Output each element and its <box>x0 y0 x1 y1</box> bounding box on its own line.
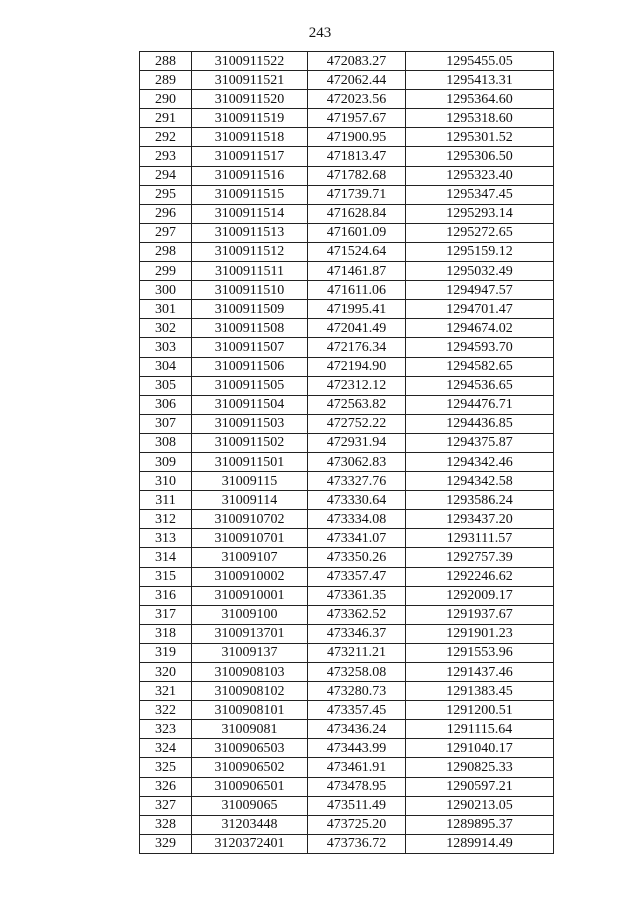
row-number-cell: 297 <box>140 223 192 242</box>
y-coordinate-cell: 1295323.40 <box>406 166 554 185</box>
table-row <box>140 414 554 433</box>
row-number-cell: 328 <box>140 815 192 834</box>
table-row <box>140 262 554 281</box>
point-id-cell: 3100911510 <box>192 281 308 300</box>
point-id-cell: 3100911519 <box>192 109 308 128</box>
y-coordinate-cell: 1293111.57 <box>406 529 554 548</box>
row-number-cell: 307 <box>140 414 192 433</box>
table-row <box>140 491 554 510</box>
row-number-cell: 315 <box>140 567 192 586</box>
point-id-cell: 3100911522 <box>192 52 308 71</box>
point-id-cell: 3100911511 <box>192 262 308 281</box>
point-id-cell: 3100911506 <box>192 357 308 376</box>
y-coordinate-cell: 1293586.24 <box>406 491 554 510</box>
table-row <box>140 109 554 128</box>
point-id-cell: 3100908102 <box>192 682 308 701</box>
point-id-cell: 3100908101 <box>192 701 308 720</box>
y-coordinate-cell: 1295272.65 <box>406 223 554 242</box>
y-coordinate-cell: 1295455.05 <box>406 52 554 71</box>
x-coordinate-cell: 473725.20 <box>308 815 406 834</box>
y-coordinate-cell: 1294674.02 <box>406 319 554 338</box>
y-coordinate-cell: 1291937.67 <box>406 605 554 624</box>
table-row <box>140 452 554 471</box>
row-number-cell: 300 <box>140 281 192 300</box>
y-coordinate-cell: 1295413.31 <box>406 71 554 90</box>
y-coordinate-cell: 1295032.49 <box>406 262 554 281</box>
table-row <box>140 643 554 662</box>
x-coordinate-cell: 471995.41 <box>308 300 406 319</box>
row-number-cell: 325 <box>140 758 192 777</box>
y-coordinate-cell: 1294375.87 <box>406 433 554 452</box>
coordinates-table <box>139 51 554 854</box>
coordinates-table-body <box>140 52 554 854</box>
x-coordinate-cell: 473258.08 <box>308 663 406 682</box>
point-id-cell: 3100911518 <box>192 128 308 147</box>
row-number-cell: 296 <box>140 204 192 223</box>
table-row <box>140 567 554 586</box>
table-row <box>140 90 554 109</box>
x-coordinate-cell: 473436.24 <box>308 720 406 739</box>
point-id-cell: 3100911516 <box>192 166 308 185</box>
table-row <box>140 223 554 242</box>
table-row <box>140 128 554 147</box>
x-coordinate-cell: 472041.49 <box>308 319 406 338</box>
y-coordinate-cell: 1289914.49 <box>406 834 554 853</box>
y-coordinate-cell: 1294436.85 <box>406 414 554 433</box>
y-coordinate-cell: 1294947.57 <box>406 281 554 300</box>
row-number-cell: 292 <box>140 128 192 147</box>
point-id-cell: 3100908103 <box>192 663 308 682</box>
point-id-cell: 3100911515 <box>192 185 308 204</box>
x-coordinate-cell: 473341.07 <box>308 529 406 548</box>
point-id-cell: 3100911521 <box>192 71 308 90</box>
row-number-cell: 326 <box>140 777 192 796</box>
row-number-cell: 302 <box>140 319 192 338</box>
table-row <box>140 472 554 491</box>
table-row <box>140 739 554 758</box>
point-id-cell: 31009137 <box>192 643 308 662</box>
row-number-cell: 305 <box>140 376 192 395</box>
row-number-cell: 303 <box>140 338 192 357</box>
x-coordinate-cell: 473062.83 <box>308 452 406 471</box>
table-row <box>140 586 554 605</box>
table-row <box>140 548 554 567</box>
point-id-cell: 31009115 <box>192 472 308 491</box>
x-coordinate-cell: 471900.95 <box>308 128 406 147</box>
row-number-cell: 319 <box>140 643 192 662</box>
point-id-cell: 3100911507 <box>192 338 308 357</box>
table-row <box>140 777 554 796</box>
y-coordinate-cell: 1294593.70 <box>406 338 554 357</box>
x-coordinate-cell: 472312.12 <box>308 376 406 395</box>
table-row <box>140 71 554 90</box>
row-number-cell: 310 <box>140 472 192 491</box>
point-id-cell: 3100910702 <box>192 510 308 529</box>
point-id-cell: 3100911501 <box>192 452 308 471</box>
row-number-cell: 293 <box>140 147 192 166</box>
point-id-cell: 3100906501 <box>192 777 308 796</box>
row-number-cell: 314 <box>140 548 192 567</box>
table-row <box>140 300 554 319</box>
point-id-cell: 3120372401 <box>192 834 308 853</box>
y-coordinate-cell: 1292246.62 <box>406 567 554 586</box>
y-coordinate-cell: 1292757.39 <box>406 548 554 567</box>
row-number-cell: 304 <box>140 357 192 376</box>
row-number-cell: 298 <box>140 242 192 261</box>
row-number-cell: 301 <box>140 300 192 319</box>
y-coordinate-cell: 1295301.52 <box>406 128 554 147</box>
y-coordinate-cell: 1290213.05 <box>406 796 554 815</box>
row-number-cell: 294 <box>140 166 192 185</box>
table-row <box>140 663 554 682</box>
x-coordinate-cell: 472563.82 <box>308 395 406 414</box>
row-number-cell: 318 <box>140 624 192 643</box>
x-coordinate-cell: 472023.56 <box>308 90 406 109</box>
row-number-cell: 316 <box>140 586 192 605</box>
table-row <box>140 52 554 71</box>
x-coordinate-cell: 471739.71 <box>308 185 406 204</box>
row-number-cell: 323 <box>140 720 192 739</box>
x-coordinate-cell: 473478.95 <box>308 777 406 796</box>
y-coordinate-cell: 1291553.96 <box>406 643 554 662</box>
table-row <box>140 395 554 414</box>
y-coordinate-cell: 1291383.45 <box>406 682 554 701</box>
y-coordinate-cell: 1291115.64 <box>406 720 554 739</box>
y-coordinate-cell: 1289895.37 <box>406 815 554 834</box>
row-number-cell: 311 <box>140 491 192 510</box>
point-id-cell: 31009107 <box>192 548 308 567</box>
y-coordinate-cell: 1294582.65 <box>406 357 554 376</box>
point-id-cell: 3100906502 <box>192 758 308 777</box>
row-number-cell: 290 <box>140 90 192 109</box>
x-coordinate-cell: 473361.35 <box>308 586 406 605</box>
x-coordinate-cell: 471813.47 <box>308 147 406 166</box>
y-coordinate-cell: 1294342.46 <box>406 452 554 471</box>
point-id-cell: 3100906503 <box>192 739 308 758</box>
y-coordinate-cell: 1295159.12 <box>406 242 554 261</box>
table-row <box>140 376 554 395</box>
x-coordinate-cell: 471782.68 <box>308 166 406 185</box>
x-coordinate-cell: 473461.91 <box>308 758 406 777</box>
table-row <box>140 682 554 701</box>
x-coordinate-cell: 471524.64 <box>308 242 406 261</box>
x-coordinate-cell: 473327.76 <box>308 472 406 491</box>
point-id-cell: 3100911502 <box>192 433 308 452</box>
point-id-cell: 3100911505 <box>192 376 308 395</box>
x-coordinate-cell: 471611.06 <box>308 281 406 300</box>
point-id-cell: 31009065 <box>192 796 308 815</box>
x-coordinate-cell: 472176.34 <box>308 338 406 357</box>
row-number-cell: 288 <box>140 52 192 71</box>
row-number-cell: 309 <box>140 452 192 471</box>
table-row <box>140 433 554 452</box>
row-number-cell: 308 <box>140 433 192 452</box>
table-row <box>140 357 554 376</box>
table-row <box>140 510 554 529</box>
table-row <box>140 720 554 739</box>
point-id-cell: 3100910701 <box>192 529 308 548</box>
y-coordinate-cell: 1294536.65 <box>406 376 554 395</box>
point-id-cell: 3100911503 <box>192 414 308 433</box>
x-coordinate-cell: 473346.37 <box>308 624 406 643</box>
x-coordinate-cell: 473334.08 <box>308 510 406 529</box>
table-row <box>140 338 554 357</box>
point-id-cell: 3100911514 <box>192 204 308 223</box>
x-coordinate-cell: 472083.27 <box>308 52 406 71</box>
x-coordinate-cell: 471628.84 <box>308 204 406 223</box>
y-coordinate-cell: 1291200.51 <box>406 701 554 720</box>
point-id-cell: 31009100 <box>192 605 308 624</box>
table-row <box>140 701 554 720</box>
row-number-cell: 317 <box>140 605 192 624</box>
x-coordinate-cell: 473357.45 <box>308 701 406 720</box>
table-row <box>140 281 554 300</box>
row-number-cell: 313 <box>140 529 192 548</box>
x-coordinate-cell: 471461.87 <box>308 262 406 281</box>
table-row <box>140 529 554 548</box>
row-number-cell: 295 <box>140 185 192 204</box>
point-id-cell: 31203448 <box>192 815 308 834</box>
y-coordinate-cell: 1291437.46 <box>406 663 554 682</box>
row-number-cell: 322 <box>140 701 192 720</box>
page-number: 243 <box>308 25 332 41</box>
y-coordinate-cell: 1295347.45 <box>406 185 554 204</box>
row-number-cell: 289 <box>140 71 192 90</box>
table-row <box>140 815 554 834</box>
row-number-cell: 324 <box>140 739 192 758</box>
y-coordinate-cell: 1294342.58 <box>406 472 554 491</box>
point-id-cell: 3100911520 <box>192 90 308 109</box>
y-coordinate-cell: 1291040.17 <box>406 739 554 758</box>
table-row <box>140 166 554 185</box>
x-coordinate-cell: 473211.21 <box>308 643 406 662</box>
x-coordinate-cell: 473511.49 <box>308 796 406 815</box>
table-row <box>140 319 554 338</box>
y-coordinate-cell: 1290597.21 <box>406 777 554 796</box>
x-coordinate-cell: 471957.67 <box>308 109 406 128</box>
row-number-cell: 299 <box>140 262 192 281</box>
y-coordinate-cell: 1293437.20 <box>406 510 554 529</box>
point-id-cell: 31009114 <box>192 491 308 510</box>
x-coordinate-cell: 472062.44 <box>308 71 406 90</box>
row-number-cell: 327 <box>140 796 192 815</box>
x-coordinate-cell: 473330.64 <box>308 491 406 510</box>
table-row <box>140 185 554 204</box>
table-row <box>140 834 554 853</box>
row-number-cell: 312 <box>140 510 192 529</box>
row-number-cell: 329 <box>140 834 192 853</box>
point-id-cell: 3100910002 <box>192 567 308 586</box>
y-coordinate-cell: 1294476.71 <box>406 395 554 414</box>
point-id-cell: 3100911517 <box>192 147 308 166</box>
x-coordinate-cell: 472752.22 <box>308 414 406 433</box>
table-row <box>140 242 554 261</box>
x-coordinate-cell: 473280.73 <box>308 682 406 701</box>
point-id-cell: 3100911509 <box>192 300 308 319</box>
point-id-cell: 3100911504 <box>192 395 308 414</box>
point-id-cell: 31009081 <box>192 720 308 739</box>
table-row <box>140 624 554 643</box>
point-id-cell: 3100913701 <box>192 624 308 643</box>
table-row <box>140 605 554 624</box>
x-coordinate-cell: 471601.09 <box>308 223 406 242</box>
table-row <box>140 204 554 223</box>
point-id-cell: 3100910001 <box>192 586 308 605</box>
y-coordinate-cell: 1292009.17 <box>406 586 554 605</box>
row-number-cell: 321 <box>140 682 192 701</box>
x-coordinate-cell: 473736.72 <box>308 834 406 853</box>
table-row <box>140 147 554 166</box>
point-id-cell: 3100911508 <box>192 319 308 338</box>
x-coordinate-cell: 473350.26 <box>308 548 406 567</box>
y-coordinate-cell: 1295318.60 <box>406 109 554 128</box>
table-row <box>140 796 554 815</box>
y-coordinate-cell: 1290825.33 <box>406 758 554 777</box>
y-coordinate-cell: 1295364.60 <box>406 90 554 109</box>
row-number-cell: 306 <box>140 395 192 414</box>
y-coordinate-cell: 1294701.47 <box>406 300 554 319</box>
x-coordinate-cell: 472931.94 <box>308 433 406 452</box>
x-coordinate-cell: 472194.90 <box>308 357 406 376</box>
table-row <box>140 758 554 777</box>
point-id-cell: 3100911512 <box>192 242 308 261</box>
y-coordinate-cell: 1295293.14 <box>406 204 554 223</box>
y-coordinate-cell: 1295306.50 <box>406 147 554 166</box>
x-coordinate-cell: 473357.47 <box>308 567 406 586</box>
row-number-cell: 320 <box>140 663 192 682</box>
x-coordinate-cell: 473443.99 <box>308 739 406 758</box>
x-coordinate-cell: 473362.52 <box>308 605 406 624</box>
point-id-cell: 3100911513 <box>192 223 308 242</box>
row-number-cell: 291 <box>140 109 192 128</box>
y-coordinate-cell: 1291901.23 <box>406 624 554 643</box>
